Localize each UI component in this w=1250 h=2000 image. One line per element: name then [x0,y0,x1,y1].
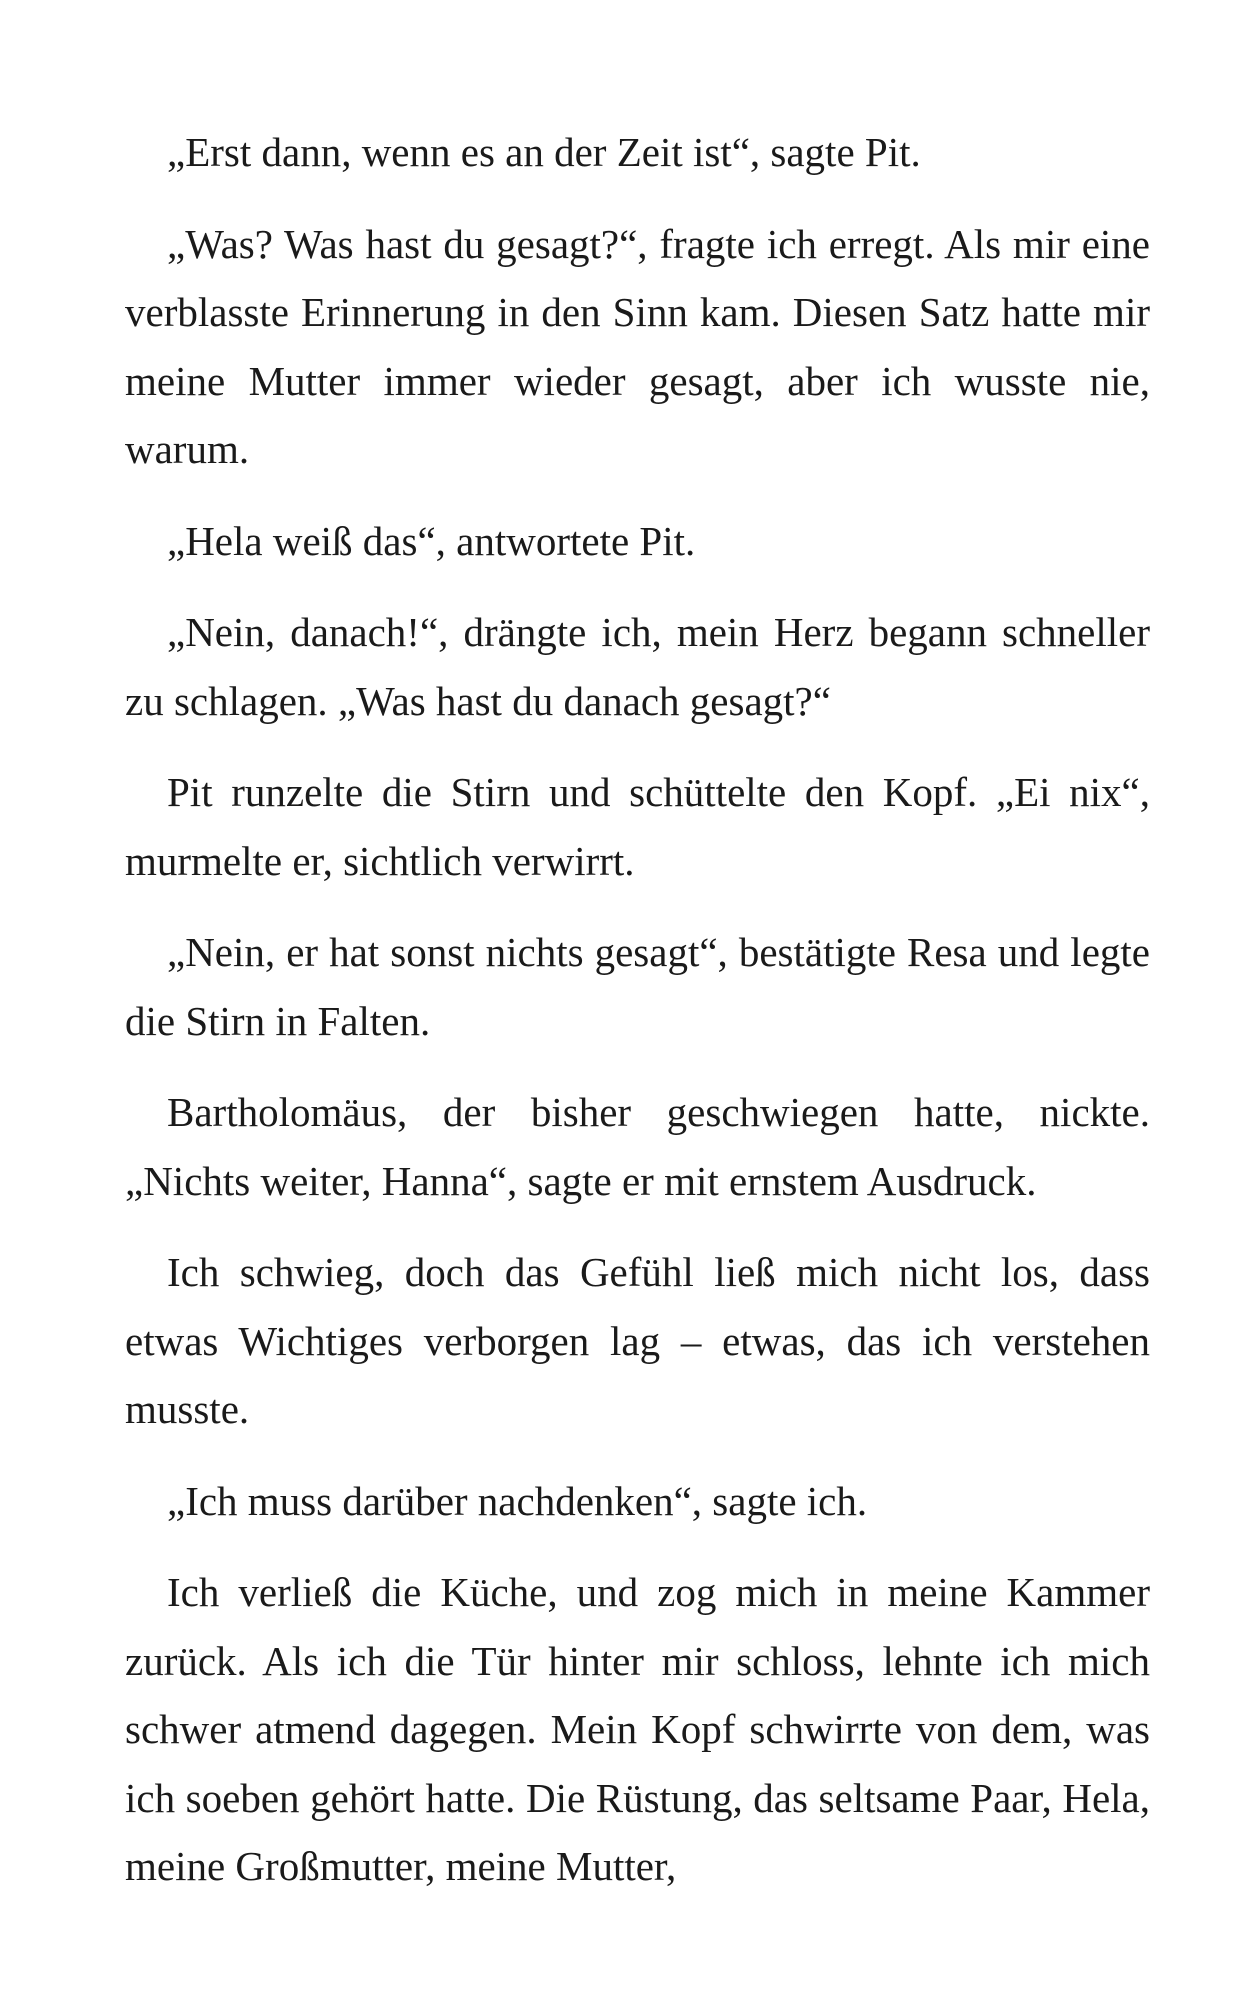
paragraph-6: „Nein, er hat sonst nichts gesagt“, bestätigte Resa und legte die Stirn in Falten. [125,929,1150,1044]
paragraph-3: „Hela weiß das“, antwortete Pit. [167,517,696,564]
paragraph-8: Ich schwieg, doch das Gefühl ließ mich nicht los, dass etwas Wichtiges verborgen lag – etwas, das ich verstehen musste. [125,1249,1150,1432]
paragraph-4: „Nein, danach!“, drängte ich, mein Herz begann schneller zu schlagen. „Was hast du danach gesagt?“ [125,609,1150,724]
book-page-text [125,118,1150,1924]
paragraph-7: Bartholomäus, der bisher geschwiegen hatte, nickte. „Nichts weiter, Hanna“, sagte er mit ernstem Ausdruck. [125,1089,1150,1204]
paragraph-5: Pit runzelte die Stirn und schüttelte den Kopf. „Ei nix“, murmelte er, sichtlich verwirrt. [125,769,1150,884]
paragraph-10: Ich verließ die Küche, und zog mich in meine Kammer zurück. Als ich die Tür hinter mir schloss, lehnte ich mich schwer atmend dagegen. Mein Kopf schwirrte von dem, was ich soeben gehört hatte. Die Rüstung, das seltsame Paar, Hela, meine Großmutter, meine Mutter, [125,1569,1150,1889]
paragraph-2: „Was? Was hast du gesagt?“, fragte ich erregt. Als mir eine verblasste Erinnerung in den Sinn kam. Diesen Satz hatte mir meine Mutter immer wieder gesagt, aber ich wusste nie, warum. [125,220,1150,472]
paragraph-9: „Ich muss darüber nachdenken“, sagte ich. [167,1477,868,1524]
paragraph-1: „Erst dann, wenn es an der Zeit ist“, sagte Pit. [167,129,921,175]
